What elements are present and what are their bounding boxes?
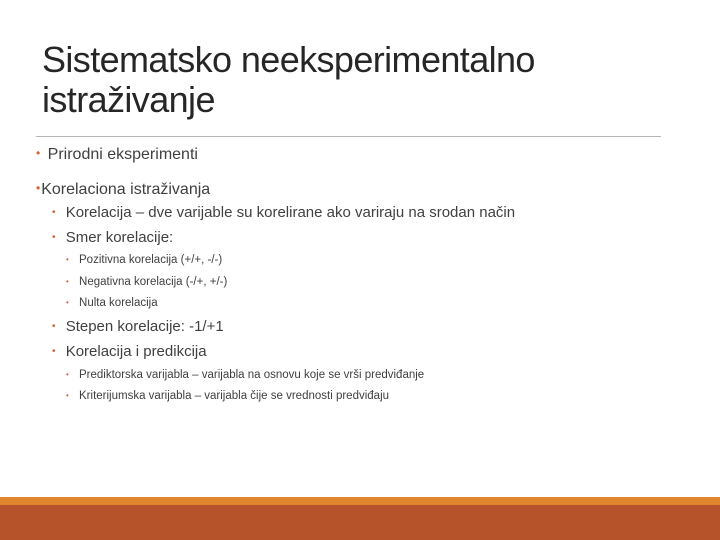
sub-bullet-text: Smer korelacije: — [65, 229, 174, 246]
bullet-item — [36, 143, 198, 165]
slide-title — [42, 40, 682, 120]
bullet-marker: • — [52, 321, 56, 332]
sub-bullet-item — [52, 343, 207, 361]
sub-sub-bullet-text: Prediktorska varijabla – varijabla na osnovu koje se vrši predviđanje — [79, 369, 425, 381]
slide-title-line-1: Sistematsko neeksperimentalno — [42, 39, 535, 80]
bullet-item — [36, 178, 210, 200]
sub-bullet-text: Korelacija i predikcija — [65, 343, 207, 360]
sub-sub-bullet-item — [66, 296, 158, 310]
bullet-marker: • — [36, 181, 41, 195]
sub-sub-bullet-item — [66, 253, 222, 267]
footer-bar — [0, 497, 720, 540]
bullet-marker: • — [66, 370, 69, 379]
sub-bullet-text: Stepen korelacije: -1/+1 — [65, 318, 224, 335]
sub-bullet-item — [52, 204, 515, 222]
footer-accent-stripe — [0, 497, 720, 505]
sub-bullet-item — [52, 229, 173, 247]
sub-sub-bullet-item — [66, 368, 424, 382]
bullet-marker: • — [66, 277, 69, 286]
bullet-text: Prirodni eksperimenti — [47, 146, 198, 163]
sub-bullet-text: Korelacija – dve varijable su korelirane ako variraju na srodan način — [65, 204, 516, 221]
sub-sub-bullet-text: Pozitivna korelacija (+/+, -/-) — [79, 254, 223, 266]
bullet-marker: • — [52, 232, 56, 243]
bullet-marker: • — [52, 207, 56, 218]
sub-sub-bullet-text: Nulta korelacija — [79, 297, 158, 309]
sub-sub-bullet-text: Kriterijumska varijabla – varijabla čije se vrednosti predviđaju — [79, 390, 390, 402]
sub-bullet-item — [52, 318, 224, 336]
bullet-marker: • — [52, 346, 56, 357]
bullet-marker: • — [36, 146, 41, 160]
title-divider — [36, 136, 661, 137]
bullet-text: Korelaciona istraživanja — [41, 181, 211, 198]
bullet-marker: • — [66, 255, 69, 264]
slide-title-line-2: istraživanje — [42, 79, 215, 120]
sub-sub-bullet-item — [66, 389, 389, 403]
sub-sub-bullet-item — [66, 275, 227, 289]
sub-sub-bullet-text: Negativna korelacija (-/+, +/-) — [79, 276, 228, 288]
bullet-marker: • — [66, 391, 69, 400]
bullet-marker: • — [66, 298, 69, 307]
